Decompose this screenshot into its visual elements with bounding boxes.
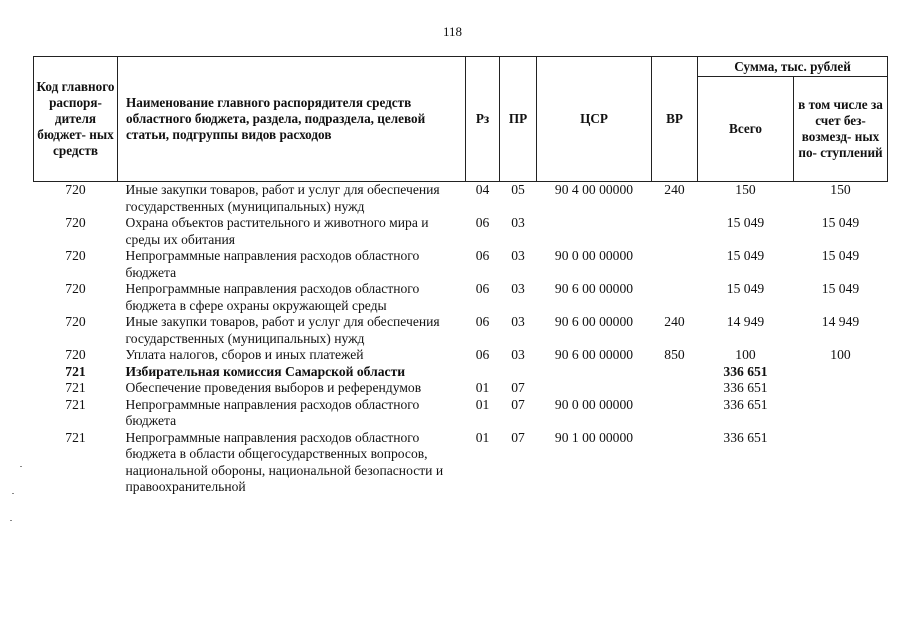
cell-total: 100 [735,347,756,362]
cell-code: 721 [65,429,86,445]
page-number: 118 [442,24,463,39]
header-pr: ПР [500,57,537,182]
cell-vr [652,248,698,281]
header-csr: ЦСР [537,57,652,182]
cell-code: 721 [65,396,86,412]
cell-name: Обеспечение проведения выборов и референдумов [125,380,422,395]
cell-rz: 06 [475,215,490,230]
cell-name: Избирательная комиссия Самарской области [125,363,406,379]
table-row [34,430,888,496]
cell-pr: 03 [511,281,525,296]
cell-code: 720 [65,182,86,197]
cell-total: 14 949 [726,314,765,329]
cell-gratuitous [794,364,888,381]
cell-rz: 06 [475,248,490,263]
cell-csr: 90 1 00 00000 [554,429,634,445]
cell-gratuitous [794,430,888,496]
cell-vr [652,364,698,381]
scan-speck [12,493,14,494]
header-rz: Рз [466,57,500,182]
header-sum: Сумма, тыс. рублей [698,57,888,77]
header-code: Код главного распоря- дителя бюджет- ных средств [34,57,118,182]
cell-gratuitous [794,380,888,397]
table-row [34,347,888,364]
table-row [34,397,888,430]
scan-speck [10,520,12,521]
cell-pr: 05 [511,182,525,197]
cell-total: 15 049 [726,248,765,263]
cell-gratuitous: 15 049 [821,281,860,296]
table-row [34,248,888,281]
cell-name: Непрограммные направления расходов областного бюджета [125,248,420,280]
cell-vr [652,430,698,496]
cell-gratuitous: 15 049 [821,215,860,230]
cell-pr: 03 [511,215,525,230]
cell-vr: 240 [664,314,685,329]
cell-rz: 01 [475,429,490,445]
cell-pr: 07 [511,396,525,412]
cell-rz: 01 [475,396,490,412]
cell-gratuitous: 15 049 [821,248,860,263]
cell-rz: 06 [475,281,490,296]
cell-total: 336 651 [723,380,768,395]
cell-pr: 07 [511,380,525,395]
cell-total: 336 651 [723,429,768,445]
cell-name: Иные закупки товаров, работ и услуг для обеспечения государственных (муниципальных) нужд [125,314,440,346]
table-row [34,314,888,347]
cell-vr [652,215,698,248]
table-row [34,380,888,397]
cell-pr: 03 [511,347,525,362]
cell-rz: 06 [475,347,490,362]
cell-name: Непрограммные направления расходов областного бюджета [125,396,420,428]
cell-pr: 03 [511,314,525,329]
cell-total: 336 651 [723,363,768,379]
cell-code: 720 [65,215,86,230]
cell-rz: 01 [475,380,490,395]
cell-csr: 90 6 00 00000 [554,281,634,296]
table-body [34,182,888,496]
cell-csr: 90 0 00 00000 [554,396,634,412]
cell-code: 720 [65,281,86,296]
cell-code: 720 [65,248,86,263]
cell-pr [500,364,537,381]
table-row [34,364,888,381]
cell-gratuitous: 100 [830,347,851,362]
cell-gratuitous [794,397,888,430]
cell-total: 336 651 [723,396,768,412]
cell-name: Охрана объектов растительного и животного мира и среды их обитания [125,215,429,247]
cell-csr: 90 0 00 00000 [554,248,634,263]
header-gratuitous: в том числе за счет без- возмезд- ных по- ступлений [794,77,888,182]
cell-vr: 850 [664,347,685,362]
cell-rz: 06 [475,314,490,329]
cell-name: Уплата налогов, сборов и иных платежей [125,347,364,362]
scan-speck [20,466,22,467]
cell-code: 720 [65,347,86,362]
cell-pr: 07 [511,429,525,445]
header-vr: ВР [652,57,698,182]
cell-code: 720 [65,314,86,329]
cell-rz: 04 [475,182,490,197]
cell-gratuitous: 14 949 [821,314,860,329]
cell-rz [466,364,500,381]
header-total: Всего [698,77,794,182]
cell-vr [652,281,698,314]
cell-gratuitous: 150 [830,182,851,197]
table-row [34,182,888,216]
cell-csr: 90 6 00 00000 [554,347,634,362]
cell-code: 721 [65,380,86,395]
budget-table [33,56,888,496]
cell-total: 150 [735,182,756,197]
cell-csr: 90 4 00 00000 [554,182,634,197]
table-row [34,281,888,314]
cell-vr [652,397,698,430]
cell-vr: 240 [664,182,685,197]
cell-code: 721 [65,363,86,379]
table-header-row [34,57,888,77]
cell-pr: 03 [511,248,525,263]
cell-name: Иные закупки товаров, работ и услуг для обеспечения государственных (муниципальных) нужд [125,182,440,214]
cell-csr [537,380,652,397]
cell-csr [537,364,652,381]
cell-total: 15 049 [726,215,765,230]
cell-name: Непрограммные направления расходов областного бюджета в сфере охраны окружающей среды [125,281,420,313]
cell-total: 15 049 [726,281,765,296]
cell-vr [652,380,698,397]
cell-csr [537,215,652,248]
cell-name: Непрограммные направления расходов областного бюджета в области общегосударственных вопросов, национальной обороны, национальной безопасности и правоохранительной [125,429,444,494]
cell-csr: 90 6 00 00000 [554,314,634,329]
table-row [34,215,888,248]
header-name: Наименование главного распорядителя средств областного бюджета, раздела, подраздела, целевой статьи, подгруппы видов расходов [118,57,466,182]
